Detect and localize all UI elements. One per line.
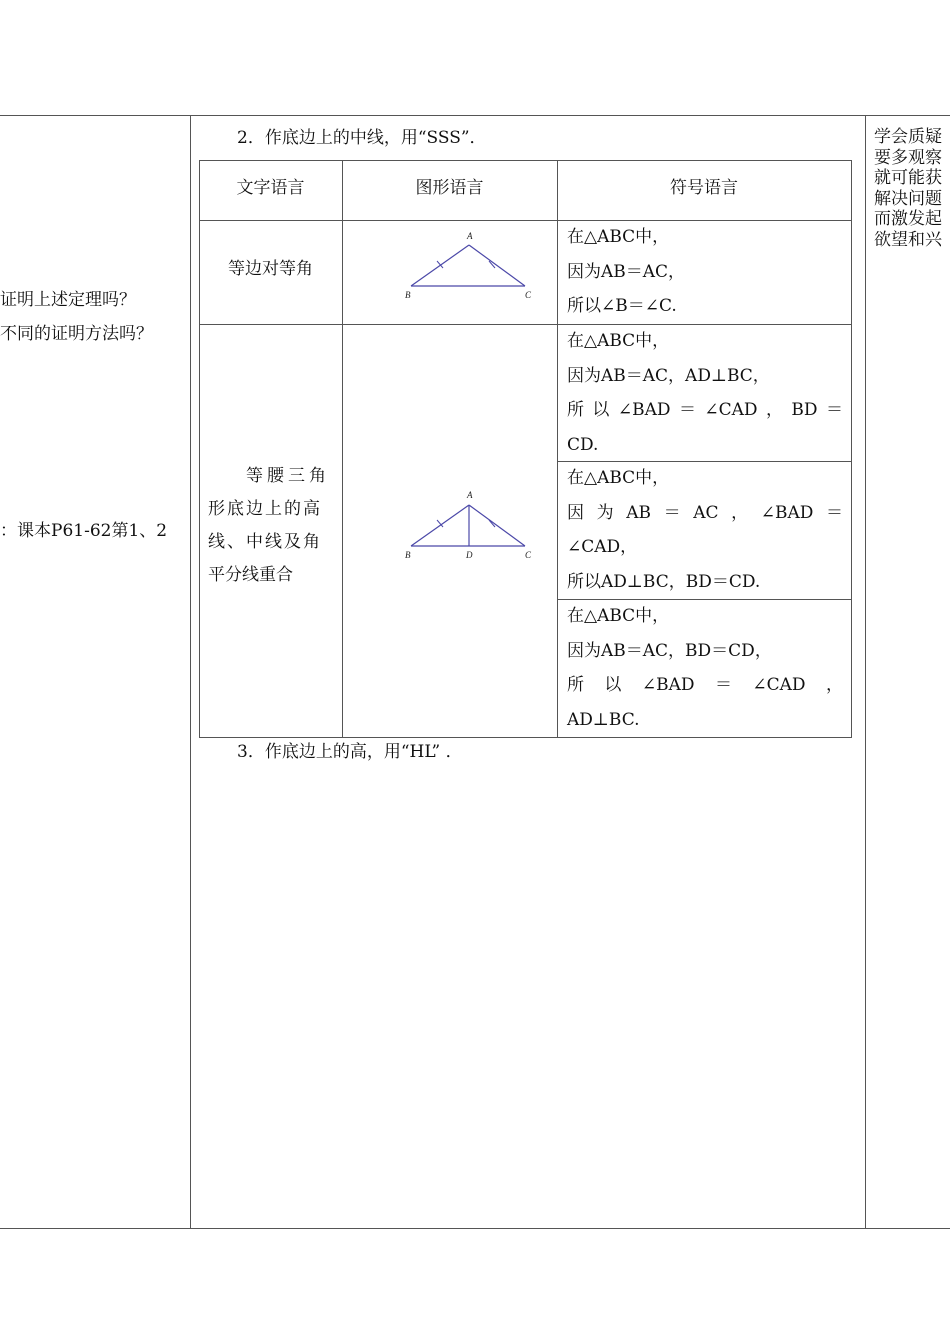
symbol-line: 因为AB＝AC，BD＝CD，: [567, 640, 772, 661]
table-bottom-border: [199, 737, 852, 738]
table-top-border: [199, 160, 852, 161]
step-2-text: 2．作底边上的中线，用“SSS”．: [237, 128, 487, 148]
outer-bottom-border: [0, 1228, 950, 1229]
right-note-line: 学会质疑: [874, 127, 942, 147]
symbol-line: 因为AB＝AC，: [567, 261, 686, 282]
table-left-border: [199, 160, 200, 738]
symbol-line: 在△ABC中，: [567, 331, 670, 351]
row2-label-c: C: [525, 550, 532, 560]
row2-case1-cell: [567, 324, 843, 462]
table-right-border: [851, 160, 852, 738]
left-homework: ：课本P61-62第1、2: [0, 521, 168, 541]
outer-top-border: [0, 115, 950, 116]
row2-text-line: 等腰三角: [246, 466, 330, 486]
header-symbol-language: 符号语言: [670, 178, 738, 198]
symbol-line: AD⊥BC.: [567, 709, 640, 730]
right-note-line: 要多观察: [874, 147, 942, 168]
row2-triangle-diagram: [342, 324, 557, 737]
row2-text-line: 形底边上的高: [208, 499, 322, 519]
symbol-line: 在△ABC中，: [567, 227, 670, 247]
symbol-line: 在△ABC中，: [567, 606, 670, 626]
right-note-line: 就可能获: [874, 168, 942, 188]
right-note-line: 解决问题: [874, 188, 942, 209]
row1-triangle-diagram: [342, 220, 557, 324]
row2-label-d: D: [466, 550, 473, 560]
step-3-text: 3．作底边上的高，用“HL” ．: [237, 742, 463, 762]
column-divider-left: [190, 115, 191, 1229]
row1-label-a: A: [467, 231, 473, 241]
row2-label-a: A: [467, 490, 473, 500]
right-note-line: 而激发起: [874, 209, 942, 229]
symbol-line: 在△ABC中，: [567, 468, 670, 488]
symbol-line: 所以∠BAD＝∠CAD，: [567, 675, 843, 695]
row2-text: [208, 460, 333, 592]
row1-text: 等边对等角: [228, 259, 313, 279]
header-figure-language: 图形语言: [415, 178, 484, 198]
symbol-line: CD.: [567, 434, 599, 455]
symbol-line: 所以∠BAD＝∠CAD，BD＝: [567, 400, 843, 420]
right-notes: [874, 127, 942, 250]
row2-text-line: 线、中线及角: [208, 532, 322, 552]
symbol-line: 所以AD⊥BC，BD＝CD.: [567, 571, 761, 592]
right-note-line: 欲望和兴: [874, 229, 942, 250]
symbol-line: 因为AB＝AC，∠BAD＝: [567, 502, 843, 523]
row1-label-b: B: [405, 290, 411, 300]
symbol-line: 因为AB＝AC，AD⊥BC，: [567, 365, 770, 386]
symbol-line: 所以∠B＝∠C.: [567, 296, 677, 316]
row2-case2-cell: [567, 461, 843, 599]
row1-symbol-cell: [567, 220, 843, 324]
row2-label-b: B: [405, 550, 411, 560]
row2-case3-cell: [567, 599, 843, 737]
left-question-2: 不同的证明方法吗？: [0, 324, 153, 344]
column-divider-right: [865, 115, 866, 1229]
row2-text-line: 平分线重合: [208, 565, 293, 585]
left-question-1: 证明上述定理吗？: [0, 290, 136, 310]
header-text-language: 文字语言: [236, 178, 305, 198]
row1-label-c: C: [525, 290, 532, 300]
table-col-divider-2: [557, 160, 558, 738]
symbol-line: ∠CAD，: [567, 537, 638, 557]
